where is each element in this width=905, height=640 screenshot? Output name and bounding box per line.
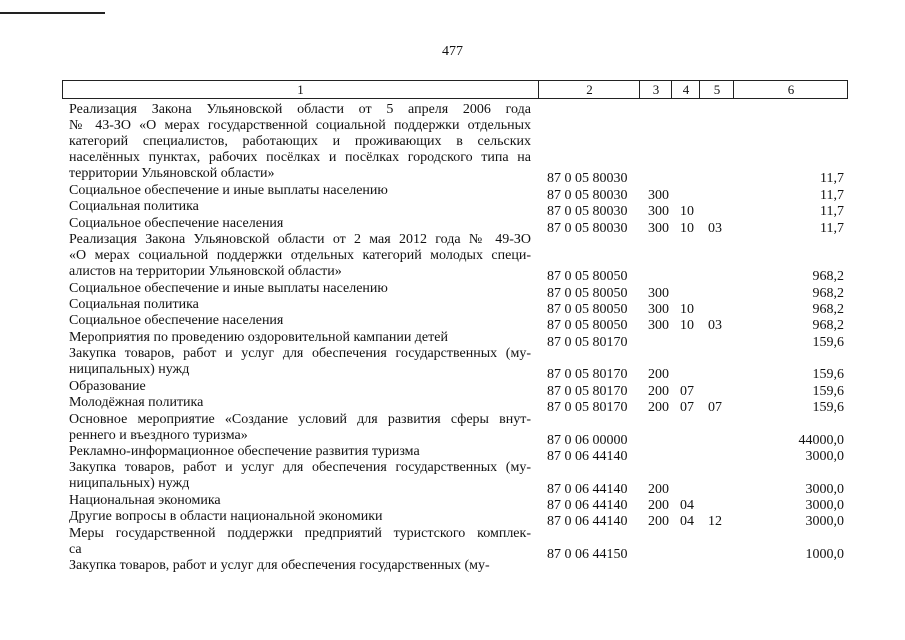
- description-line: Социальное обеспечение и иные выплаты населению: [69, 280, 388, 296]
- row-description: [69, 412, 531, 444]
- row-description: [69, 297, 531, 313]
- row-amount: 159,6: [812, 400, 844, 416]
- col-header-2: 2: [538, 81, 640, 98]
- budget-table-body: [0, 98, 905, 640]
- description-line: Молодёжная политика: [69, 395, 204, 411]
- row-code: 87 0 05 80050: [547, 302, 628, 317]
- row-code: 87 0 06 44140: [547, 481, 628, 497]
- row-expense-type: 200: [648, 400, 669, 416]
- row-section: 07: [680, 400, 694, 416]
- row-subsection: 03: [708, 318, 722, 334]
- row-section: 10: [680, 302, 694, 317]
- row-code: 87 0 05 80050: [547, 285, 628, 301]
- row-expense-type: 200: [648, 514, 669, 530]
- row-amount: 159,6: [812, 334, 844, 350]
- description-line: Закупка товаров, работ и услуг для обеспечения государственных (му-: [69, 346, 531, 362]
- row-expense-type: 300: [648, 220, 669, 236]
- description-line: Закупка товаров, работ и услуг для обеспечения государственных (му-: [69, 460, 531, 476]
- row-code: 87 0 05 80170: [547, 367, 628, 383]
- description-line: Мероприятия по проведению оздоровительной кампании детей: [69, 329, 448, 345]
- row-description: [69, 183, 531, 199]
- row-amount: 968,2: [812, 285, 844, 301]
- row-code: 87 0 05 80030: [547, 187, 628, 203]
- row-section: 04: [680, 514, 694, 530]
- row-subsection: 07: [708, 400, 722, 416]
- row-code: 87 0 05 80030: [547, 220, 628, 236]
- description-line: категорий специалистов, работающих и проживающих в сельских: [69, 134, 531, 149]
- row-section: 10: [680, 204, 694, 220]
- row-amount: 3000,0: [805, 497, 844, 513]
- description-line: Меры государственной поддержки предприятий туристского комплек-: [69, 525, 531, 541]
- row-code: 87 0 05 80170: [547, 334, 628, 350]
- table-header: [62, 80, 848, 99]
- description-line: «О мерах социальной поддержки отдельных категорий молодых специ-: [69, 248, 531, 263]
- row-code: 87 0 05 80030: [547, 171, 628, 187]
- description-line: Социальная политика: [69, 297, 199, 312]
- row-amount: 11,7: [820, 220, 844, 236]
- row-description: [69, 102, 531, 182]
- row-expense-type: 300: [648, 318, 669, 334]
- row-subsection: 03: [708, 220, 722, 236]
- row-expense-type: 200: [648, 383, 669, 399]
- row-description: [69, 558, 531, 574]
- description-line: Социальное обеспечение населения: [69, 313, 284, 329]
- description-line: реннего и въездного туризма»: [69, 427, 248, 443]
- col-header-6: 6: [733, 81, 848, 98]
- row-expense-type: 300: [648, 285, 669, 301]
- col-header-3: 3: [639, 81, 672, 98]
- row-description: [69, 493, 531, 509]
- row-amount: 3000,0: [805, 449, 844, 464]
- description-line: территории Ульяновской области»: [69, 166, 275, 181]
- row-description: [69, 526, 531, 558]
- description-line: населённых пунктах, рабочих посёлках и посёлках городского типа на: [69, 150, 531, 165]
- description-line: Образование: [69, 378, 146, 394]
- row-code: 87 0 06 44140: [547, 514, 628, 530]
- row-amount: 968,2: [812, 269, 844, 285]
- row-amount: 968,2: [812, 302, 844, 317]
- scan-artifact-line: [0, 12, 105, 14]
- row-amount: 11,7: [820, 171, 844, 187]
- row-description: [69, 281, 531, 297]
- col-header-4: 4: [671, 81, 700, 98]
- row-code: 87 0 06 44150: [547, 546, 628, 562]
- description-line: Основное мероприятие «Создание условий для развития сферы внут-: [69, 411, 531, 427]
- col-header-1: 1: [297, 82, 304, 97]
- row-section: 04: [680, 497, 694, 513]
- row-code: 87 0 06 44140: [547, 449, 628, 464]
- row-amount: 159,6: [812, 383, 844, 399]
- row-description: [69, 330, 531, 346]
- row-amount: 1000,0: [805, 546, 844, 562]
- row-section: 10: [680, 318, 694, 334]
- row-expense-type: 300: [648, 204, 669, 220]
- description-line: Национальная экономика: [69, 492, 221, 508]
- description-line: № 43-ЗО «О мерах государственной социальной поддержки отдельных: [69, 118, 531, 133]
- row-code: 87 0 05 80030: [547, 204, 628, 220]
- row-amount: 11,7: [820, 204, 844, 220]
- row-code: 87 0 05 80050: [547, 318, 628, 334]
- row-description: [69, 232, 531, 280]
- row-description: [69, 216, 531, 232]
- row-amount: 11,7: [820, 187, 844, 203]
- row-expense-type: 200: [648, 481, 669, 497]
- row-expense-type: 300: [648, 302, 669, 317]
- row-section: 10: [680, 220, 694, 236]
- row-description: [69, 460, 531, 492]
- row-code: 87 0 05 80050: [547, 269, 628, 285]
- row-code: 87 0 05 80170: [547, 400, 628, 416]
- col-header-5: 5: [699, 81, 734, 98]
- row-description: [69, 313, 531, 329]
- description-line: Социальное обеспечение и иные выплаты населению: [69, 182, 388, 198]
- row-amount: 44000,0: [798, 432, 844, 448]
- row-section: 07: [680, 383, 694, 399]
- description-line: ниципальных) нужд: [69, 476, 190, 492]
- row-description: [69, 199, 531, 215]
- row-description: [69, 444, 531, 460]
- description-line: Другие вопросы в области национальной экономики: [69, 509, 383, 525]
- description-line: Социальное обеспечение населения: [69, 215, 284, 231]
- row-subsection: 12: [708, 514, 722, 530]
- row-description: [69, 509, 531, 525]
- row-amount: 968,2: [812, 318, 844, 334]
- description-line: алистов на территории Ульяновской области»: [69, 264, 342, 279]
- row-code: 87 0 05 80170: [547, 383, 628, 399]
- page-number: 477: [442, 44, 463, 59]
- row-code: 87 0 06 44140: [547, 497, 628, 513]
- description-line: са: [69, 541, 82, 557]
- description-line: Социальная политика: [69, 199, 199, 215]
- row-expense-type: 300: [648, 187, 669, 203]
- row-code: 87 0 06 00000: [547, 432, 628, 448]
- row-description: [69, 346, 531, 378]
- row-expense-type: 200: [648, 497, 669, 513]
- row-amount: 3000,0: [805, 481, 844, 497]
- description-line: ниципальных) нужд: [69, 362, 190, 378]
- row-expense-type: 200: [648, 367, 669, 383]
- row-amount: 159,6: [812, 367, 844, 383]
- description-line: Закупка товаров, работ и услуг для обеспечения государственных (му-: [69, 558, 490, 574]
- description-line: Реализация Закона Ульяновской области от 2 мая 2012 года № 49-ЗО: [69, 232, 531, 247]
- description-line: Реализация Закона Ульяновской области от 5 апреля 2006 года: [69, 102, 531, 117]
- row-description: [69, 395, 531, 411]
- description-line: Рекламно-информационное обеспечение развития туризма: [69, 444, 420, 459]
- row-amount: 3000,0: [805, 514, 844, 530]
- row-description: [69, 379, 531, 395]
